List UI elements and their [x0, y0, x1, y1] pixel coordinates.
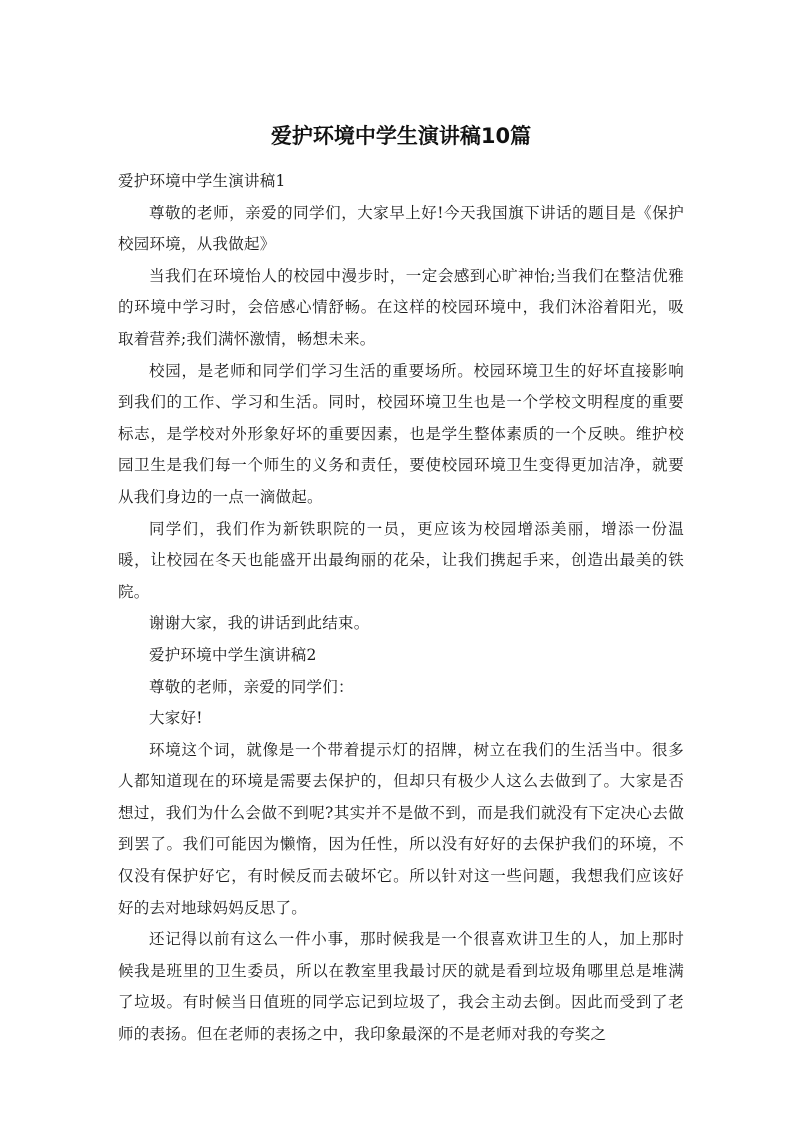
document-title: 爱护环境中学生演讲稿10篇: [270, 124, 532, 148]
section-heading: 爱护环境中学生演讲稿2: [149, 645, 317, 664]
body-paragraph: 尊敬的老师，亲爱的同学们，大家早上好!今天我国旗下讲话的题目是《保护校园环境，从我做起》: [118, 203, 684, 254]
body-paragraph: 尊敬的老师，亲爱的同学们：: [149, 677, 354, 696]
body-paragraph: 校园，是老师和同学们学习生活的重要场所。校园环境卫生的好坏直接影响到我们的工作、学习和生活。同时，校园环境卫生也是一个学校文明程度的重要标志，是学校对外形象好坏的重要因素，也是学生整体素质的一个反映。维护校园卫生是我们每一个师生的义务和责任，要使校园环境卫生变得更加洁净，就要从我们身边的一点一滴做起。: [118, 361, 684, 506]
document-body: [118, 166, 684, 1051]
body-paragraph: 当我们在环境怡人的校园中漫步时，一定会感到心旷神怡;当我们在整洁优雅的环境中学习时，会倍感心情舒畅。在这样的校园环境中，我们沐浴着阳光，吸取着营养;我们满怀激情，畅想未来。: [118, 266, 684, 348]
body-paragraph: 还记得以前有这么一件小事，那时候我是一个很喜欢讲卫生的人，加上那时候我是班里的卫生委员，所以在教室里我最讨厌的就是看到垃圾角哪里总是堆满了垃圾。有时候当日值班的同学忘记到垃圾了，我会主动去倒。因此而受到了老师的表扬。但在老师的表扬之中，我印象最深的不是老师对我的夸奖之: [118, 930, 684, 1044]
section-heading: 爱护环境中学生演讲稿1: [118, 172, 286, 190]
body-paragraph: 环境这个词，就像是一个带着提示灯的招牌，树立在我们的生活当中。很多人都知道现在的环境是需要去保护的，但却只有极少人这么去做到了。大家是否想过，我们为什么会做不到呢?其实并不是做不到，而是我们就没有下定决心去做到罢了。我们可能因为懒惰，因为任性，所以没有好好的去保护我们的环境，不仅没有保护好它，有时候反而去破坏它。所以针对这一些问题，我想我们应该好好的去对地球妈妈反思了。: [118, 740, 684, 917]
body-paragraph: 谢谢大家，我的讲话到此结束。: [149, 614, 370, 633]
body-paragraph: 同学们，我们作为新铁职院的一员，更应该为校园增添美丽，增添一份温暖，让校园在冬天也能盛开出最绚丽的花朵，让我们携起手来，创造出最美的铁院。: [118, 519, 684, 601]
body-paragraph: 大家好!: [149, 709, 203, 728]
document-page: [118, 118, 684, 1051]
